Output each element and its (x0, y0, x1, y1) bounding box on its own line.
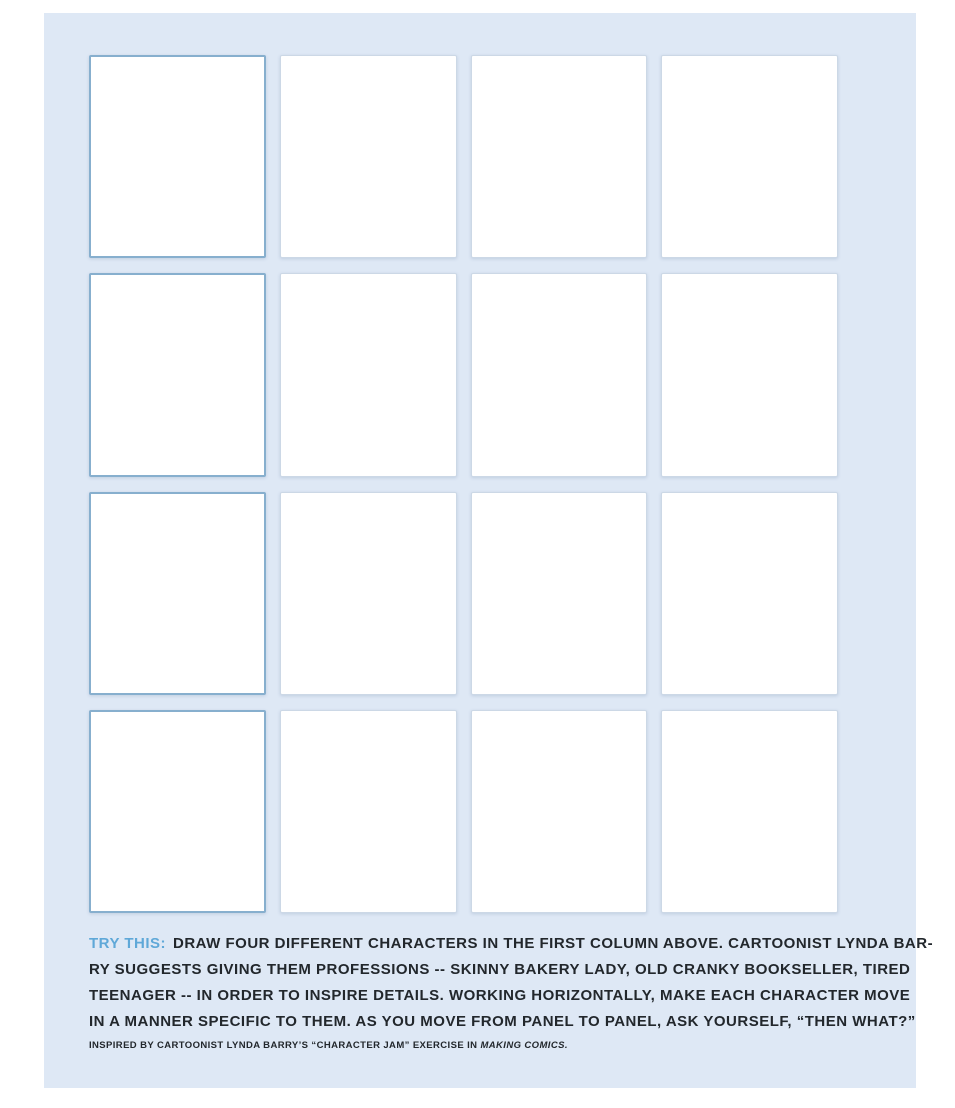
drawing-panel-r1c3 (471, 55, 648, 258)
drawing-panel-r2c4 (661, 273, 838, 476)
try-this-label: TRY THIS: (89, 935, 167, 952)
credit-text: INSPIRED BY CARTOONIST LYNDA BARRY’S “CHARACTER JAM” EXERCISE IN (89, 1040, 481, 1051)
credit-line (89, 1040, 879, 1051)
panel-grid (89, 55, 838, 913)
drawing-panel-r3c3 (471, 492, 648, 695)
drawing-panel-r2c3 (471, 273, 648, 476)
instructions-line-3: TEENAGER -- IN ORDER TO INSPIRE DETAILS. WORKING HORIZONTALLY, MAKE EACH CHARACTER MOVE (89, 987, 911, 1004)
drawing-panel-r4c2 (280, 710, 457, 913)
instructions-line-1 (89, 931, 934, 957)
drawing-panel-r3c4 (661, 492, 838, 695)
workbook-page (44, 13, 934, 1088)
drawing-panel-r4c1 (89, 710, 266, 913)
drawing-panel-r4c4 (661, 710, 838, 913)
instructions-line-4: IN A MANNER SPECIFIC TO THEM. AS YOU MOVE FROM PANEL TO PANEL, ASK YOURSELF, “THEN WHAT?” (89, 1013, 916, 1030)
drawing-panel-r1c1 (89, 55, 266, 258)
instructions-block (89, 931, 934, 1051)
drawing-panel-r4c3 (471, 710, 648, 913)
drawing-panel-r1c2 (280, 55, 457, 258)
drawing-panel-r3c2 (280, 492, 457, 695)
drawing-panel-r3c1 (89, 492, 266, 695)
drawing-panel-r1c4 (661, 55, 838, 258)
credit-book-title: MAKING COMICS. (480, 1040, 568, 1051)
drawing-panel-r2c1 (89, 273, 266, 476)
drawing-panel-r2c2 (280, 273, 457, 476)
instructions-line-2: RY SUGGESTS GIVING THEM PROFESSIONS -- SKINNY BAKERY LADY, OLD CRANKY BOOKSELLER, TIRED (89, 961, 911, 978)
instructions-line-1-text: DRAW FOUR DIFFERENT CHARACTERS IN THE FIRST COLUMN ABOVE. CARTOONIST LYNDA BAR- (173, 935, 934, 952)
